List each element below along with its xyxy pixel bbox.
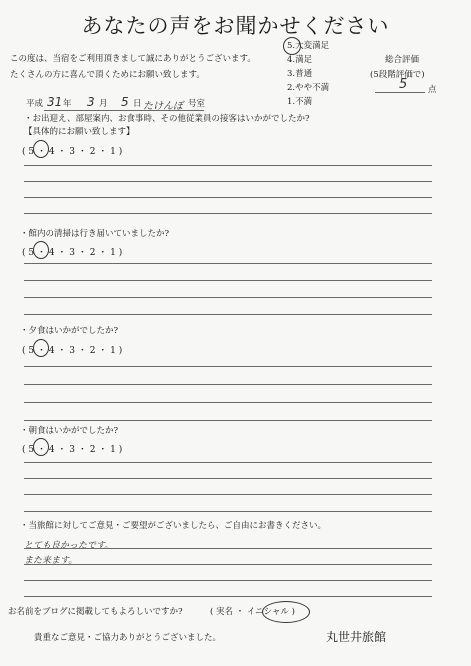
question-3-selected-circle: [33, 339, 49, 357]
date-day-unit: 日: [133, 99, 142, 109]
overall-unit: 点: [428, 85, 437, 95]
legend-item-2: 2.やや不満: [287, 83, 330, 93]
question-2-prompt: ・館内の清掃は行き届いていましたか?: [20, 229, 170, 239]
overall-label: 総合評価: [385, 55, 420, 65]
question-4-prompt: ・朝食はいかがでしたか?: [20, 426, 119, 436]
blog-selected-circle: [262, 601, 310, 623]
question-3-scale[interactable]: ( 5 ・ 4 ・ 3 ・ 2 ・ 1 ): [22, 346, 123, 356]
question-4-scale[interactable]: ( 5 ・ 4 ・ 3 ・ 2 ・ 1 ): [22, 445, 123, 455]
comment-line-1[interactable]: とても良かったです。: [24, 541, 114, 551]
date-day[interactable]: 5: [121, 95, 129, 109]
legend-item-5: 5.大変満足: [287, 41, 330, 51]
question-4-selected-circle: [33, 438, 49, 456]
legend-selected-circle: [283, 37, 301, 55]
date-era: 平成: [26, 99, 44, 109]
date-year[interactable]: 31: [47, 95, 63, 109]
overall-note: (5段階評価で): [370, 70, 425, 80]
blog-question: お名前をブログに掲載してもよろしいですか?: [8, 607, 183, 617]
comment-line-2[interactable]: また来ます。: [24, 556, 78, 566]
comments-prompt: ・当旅館に対してご意見・ご要望がございましたら、ご自由にお書きください。: [20, 521, 327, 531]
question-1-scale[interactable]: ( 5 ・ 4 ・ 3 ・ 2 ・ 1 ): [22, 147, 123, 157]
intro-line-2: たくさんの方に喜んで頂くためにお願い致します。: [10, 70, 205, 80]
legend-item-1: 1.不満: [287, 97, 313, 107]
question-1-selected-circle: [33, 140, 49, 158]
question-2-scale[interactable]: ( 5 ・ 4 ・ 3 ・ 2 ・ 1 ): [22, 248, 123, 258]
form-title: あなたの声をお聞かせください: [81, 14, 390, 38]
room-number[interactable]: たけんぼ: [143, 101, 183, 112]
thanks-message: 貴重なご意見・ご協力ありがとうございました。: [34, 633, 222, 643]
question-3-prompt: ・夕食はいかがでしたか?: [20, 326, 119, 336]
date-month[interactable]: 3: [87, 95, 95, 109]
inn-name: 丸世井旅館: [326, 630, 387, 644]
blog-options[interactable]: ( 実名 ・ イニシャル ): [210, 607, 295, 617]
date-month-unit: 月: [99, 99, 108, 109]
intro-line-1: この度は、当宿をご利用頂きまして誠にありがとうございます。: [10, 54, 256, 64]
question-1-prompt: ・お出迎え、部屋案内、お食事時、その他従業員の接客はいかがでしたか?: [24, 114, 310, 124]
legend-item-3: 3.普通: [287, 69, 313, 79]
overall-score[interactable]: 5: [399, 77, 408, 92]
legend-item-4: 4.満足: [287, 55, 313, 65]
question-1-sub: 【具体的にお願い致します】: [24, 127, 135, 137]
question-2-selected-circle: [33, 241, 49, 259]
room-unit: 号室: [188, 99, 206, 109]
date-year-unit: 年: [63, 99, 72, 109]
